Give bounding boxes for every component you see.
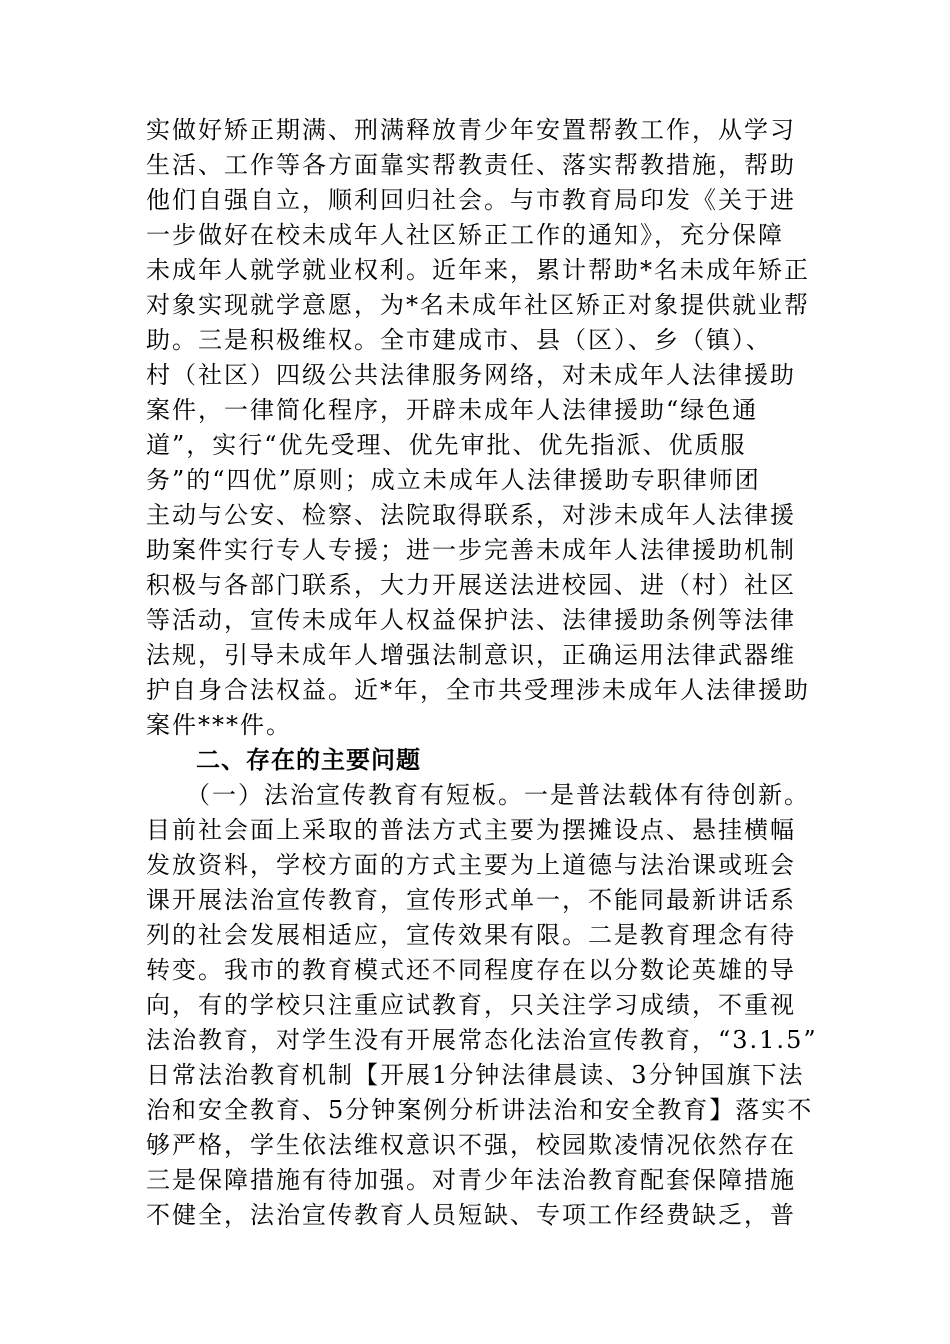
paragraph-line: 发放资料，学校方面的方式主要为上道德与法治课或班会 [146, 851, 796, 879]
paragraph-2 [146, 778, 826, 1233]
paragraph-line: 向，有的学校只注重应试教育，只关注学习成绩，不重视 [146, 991, 796, 1019]
paragraph-line: 法规，引导未成年人增强法制意识，正确运用法律武器维 [146, 641, 796, 669]
paragraph-line: 道”，实行“优先受理、优先审批、优先指派、优质服 [146, 431, 747, 459]
paragraph-line: 助。三是积极维权。全市建成市、县（区）、乡（镇）、 [146, 326, 772, 354]
paragraph-line: 案件***件。 [146, 711, 292, 739]
paragraph-line: 日常法治教育机制【开展1分钟法律晨读、3分钟国旗下法 [146, 1061, 805, 1089]
paragraph-line: 三是保障措施有待加强。对青少年法治教育配套保障措施 [146, 1166, 796, 1194]
paragraph-line: 不健全，法治宣传教育人员短缺、专项工作经费缺乏，普 [146, 1201, 796, 1229]
paragraph-line: （一）法治宣传教育有短板。一是普法载体有待创新。 [146, 781, 810, 809]
paragraph-line: 法治教育，对学生没有开展常态化法治宣传教育，“3.1.5” [146, 1026, 818, 1054]
paragraph-1 [146, 113, 826, 743]
paragraph-line: 未成年人就学就业权利。近年来，累计帮助*名未成年矫正 [146, 256, 810, 284]
paragraph-line: 助案件实行专人专援；进一步完善未成年人法律援助机制 [146, 536, 796, 564]
paragraph-line: 等活动，宣传未成年人权益保护法、法律援助条例等法律 [146, 606, 796, 634]
section-heading: 二、存在的主要问题 [146, 746, 421, 774]
paragraph-line: 一步做好在校未成年人社区矫正工作的通知》，充分保障 [146, 221, 784, 249]
paragraph-line: 实做好矫正期满、刑满释放青少年安置帮教工作，从学习 [146, 116, 796, 144]
paragraph-line: 村（社区）四级公共法律服务网络，对未成年人法律援助 [146, 361, 796, 389]
document-body [146, 113, 826, 1233]
paragraph-line: 目前社会面上采取的普法方式主要为摆摊设点、悬挂横幅 [146, 816, 796, 844]
paragraph-line: 护自身合法权益。近*年，全市共受理涉未成年人法律援助 [146, 676, 810, 704]
paragraph-line: 够严格，学生依法维权意识不强，校园欺凌情况依然存在 [146, 1131, 796, 1159]
paragraph-line: 务”的“四优”原则；成立未成年人法律援助专职律师团 [146, 466, 761, 494]
paragraph-line: 转变。我市的教育模式还不同程度存在以分数论英雄的导 [146, 956, 796, 984]
paragraph-line: 主动与公安、检察、法院取得联系，对涉未成年人法律援 [146, 501, 796, 529]
paragraph-line: 对象实现就学意愿，为*名未成年社区矫正对象提供就业帮 [146, 291, 810, 319]
paragraph-line: 课开展法治宣传教育，宣传形式单一，不能同最新讲话系 [146, 886, 796, 914]
paragraph-line: 生活、工作等各方面靠实帮教责任、落实帮教措施，帮助 [146, 151, 796, 179]
paragraph-line: 他们自强自立，顺利回归社会。与市教育局印发《关于进 [146, 186, 796, 214]
paragraph-line: 列的社会发展相适应，宣传效果有限。二是教育理念有待 [146, 921, 796, 949]
paragraph-line: 积极与各部门联系，大力开展送法进校园、进（村）社区 [146, 571, 796, 599]
paragraph-line: 治和安全教育、5分钟案例分析讲法治和安全教育】落实不 [146, 1096, 814, 1124]
paragraph-line: 案件，一律简化程序，开辟未成年人法律援助“绿色通 [146, 396, 759, 424]
